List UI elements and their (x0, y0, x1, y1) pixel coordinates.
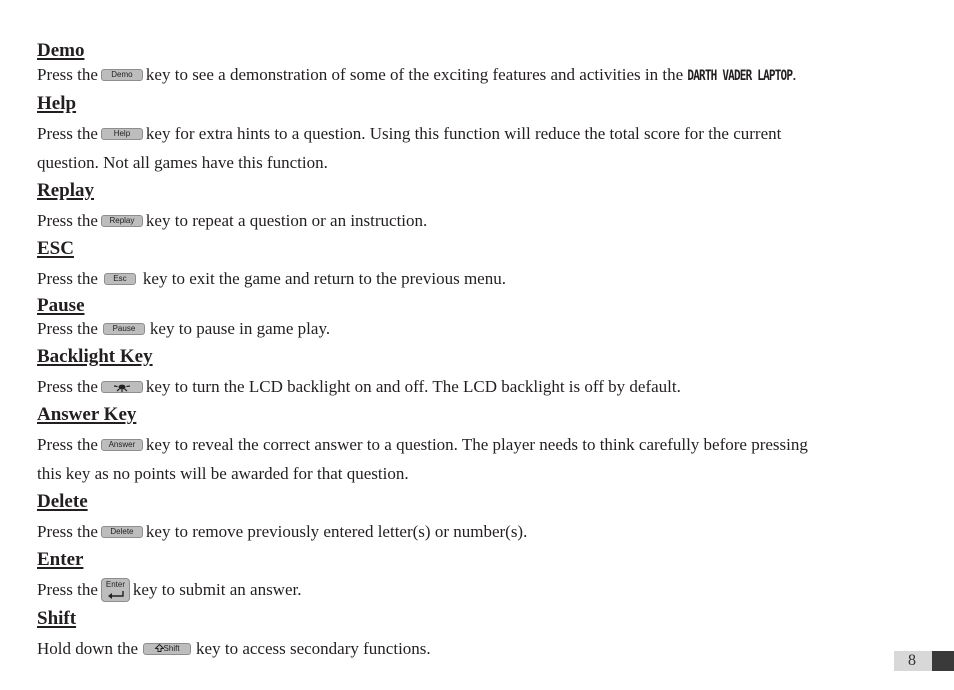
esc-description (37, 264, 907, 293)
backlight-key (101, 381, 143, 393)
replay-heading: Replay (37, 180, 94, 201)
help-text-line1: key for extra hints to a question. Using this function will reduce the total score for the current (145, 124, 782, 143)
answer-heading: Answer Key (37, 404, 137, 425)
pause-heading: Pause (37, 295, 85, 316)
shift-description (37, 634, 907, 663)
enter-arrow-icon (107, 591, 125, 599)
answer-text-line1: key to reveal the correct answer to a question. The player needs to think carefully before pressing (145, 435, 808, 454)
shift-key-label: Shift (163, 643, 180, 653)
brand-logo: DARTH VADER LAPTOP (687, 67, 793, 84)
replay-key: Replay (101, 215, 143, 227)
answer-text-line2: this key as no points will be awarded for that question. (37, 464, 409, 483)
enter-heading: Enter (37, 549, 84, 570)
page-number: 8 (908, 652, 916, 669)
replay-text-pre: Press the (37, 211, 98, 230)
manual-page (37, 0, 917, 690)
help-heading: Help (37, 93, 77, 114)
shift-arrow-icon (155, 644, 164, 652)
delete-key: Delete (101, 526, 143, 538)
pause-description (37, 314, 907, 343)
enter-description (37, 575, 907, 604)
pause-text-post: key to pause in game play. (149, 319, 331, 338)
demo-text-end: . (792, 65, 797, 84)
help-description (37, 119, 907, 177)
delete-heading: Delete (37, 491, 88, 512)
answer-description (37, 430, 907, 488)
help-key: Help (101, 128, 143, 140)
answer-key: Answer (101, 439, 143, 451)
delete-text-post: key to remove previously entered letter(s) or number(s). (145, 522, 528, 541)
demo-heading: Demo (37, 40, 85, 61)
shift-heading: Shift (37, 608, 77, 629)
demo-text-pre: Press the (37, 65, 98, 84)
backlight-text-post: key to turn the LCD backlight on and off. The LCD backlight is off by default. (145, 377, 681, 396)
enter-key (101, 578, 130, 602)
demo-text-post: key to see a demonstration of some of the exciting features and activities in the (145, 65, 684, 84)
answer-text-pre: Press the (37, 435, 98, 454)
enter-text-post: key to submit an answer. (132, 580, 302, 599)
shift-text-pre: Hold down the (37, 639, 139, 658)
demo-description (37, 60, 907, 90)
delete-description (37, 517, 907, 546)
shift-key (143, 643, 191, 655)
page-number-tab (894, 651, 954, 671)
backlight-description (37, 372, 907, 401)
help-text-line2: question. Not all games have this function. (37, 153, 328, 172)
demo-key: Demo (101, 69, 143, 81)
enter-text-pre: Press the (37, 580, 98, 599)
replay-description (37, 206, 907, 235)
esc-heading: ESC (37, 238, 74, 259)
delete-text-pre: Press the (37, 522, 98, 541)
shift-text-post: key to access secondary functions. (196, 639, 431, 658)
esc-text-pre: Press the (37, 269, 98, 288)
backlight-heading: Backlight Key (37, 346, 153, 367)
esc-text-post: key to exit the game and return to the previous menu. (142, 269, 506, 288)
esc-key: Esc (104, 273, 136, 285)
backlight-text-pre: Press the (37, 377, 98, 396)
page-number-dark-block (932, 651, 954, 671)
pause-text-pre: Press the (37, 319, 98, 338)
replay-text-post: key to repeat a question or an instruction. (145, 211, 428, 230)
help-text-pre: Press the (37, 124, 98, 143)
enter-key-label: Enter (105, 580, 125, 590)
backlight-sun-icon (111, 382, 133, 392)
pause-key: Pause (103, 323, 145, 335)
